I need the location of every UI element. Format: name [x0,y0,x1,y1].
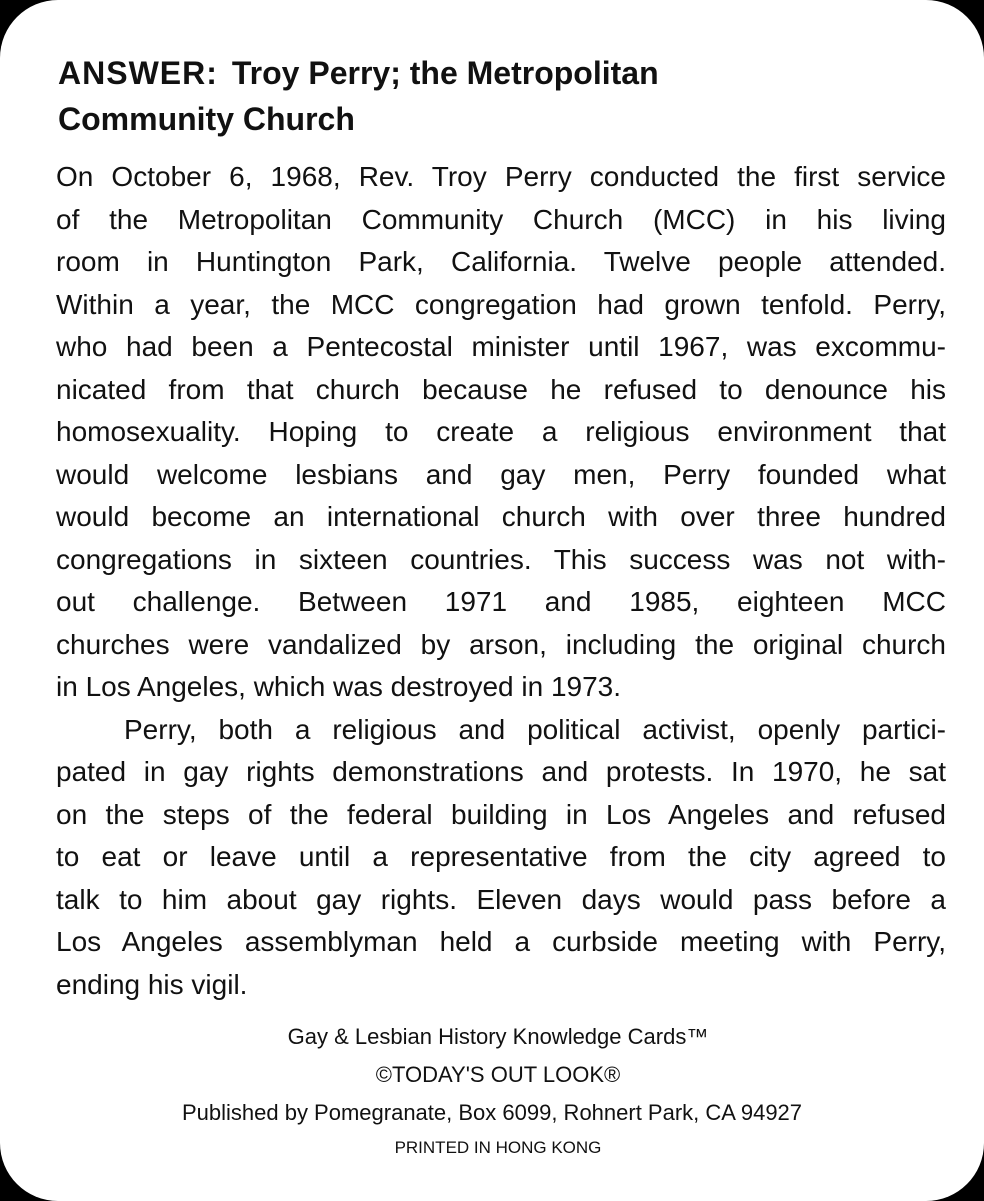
copyright-notice: ©TODAY'S OUT LOOK® [375,1062,621,1087]
card-footer [0,1018,984,1164]
body-line: congregations in sixteen countries. This success was not with- [56,543,946,575]
body-line: On October 6, 1968, Rev. Troy Perry conducted the first service [56,161,946,192]
answer-title-line1: Troy Perry; the Metropolitan [231,55,659,91]
body-line: to eat or leave until a representative from the city agreed to [56,841,946,872]
answer-title-line2: Community Church [58,101,355,137]
body-line: homosexuality. Hoping to create a religious environment that [56,416,946,447]
answer-label: ANSWER: [58,55,218,91]
body-line: Within a year, the MCC congregation had grown tenfold. Perry, [56,288,946,320]
body-line: would become an international church with over three hundred [56,501,946,532]
body-line: of the Metropolitan Community Church (MCC) in his living [56,203,946,235]
body-line: Los Angeles assemblyman held a curbside meeting with Perry, [56,926,946,957]
body-line: Perry, both a religious and political activist, openly partici- [124,713,946,745]
body-line: would welcome lesbians and gay men, Perry founded what [56,458,946,490]
body-line: room in Huntington Park, California. Twelve people attended. [56,246,946,277]
body-line: nicated from that church because he refused to denounce his [56,373,946,405]
product-line: Gay & Lesbian History Knowledge Cards™ [287,1024,709,1049]
publisher-info: Published by Pomegranate, Box 6099, Rohnert Park, CA 94927 [181,1100,803,1125]
body-line: who had been a Pentecostal minister until 1967, was excommu- [56,331,946,362]
body-line: out challenge. Between 1971 and 1985, eighteen MCC [56,586,946,617]
body-line: in Los Angeles, which was destroyed in 1973. [56,671,622,702]
printed-in: PRINTED IN HONG KONG [394,1138,602,1157]
body-line: on the steps of the federal building in Los Angeles and refused [56,798,946,830]
body-line: ending his vigil. [56,968,248,1000]
answer-heading [58,50,938,142]
body-line: pated in gay rights demonstrations and protests. In 1970, he sat [56,756,946,787]
body-line: talk to him about gay rights. Eleven days would pass before a [56,883,946,915]
answer-body [56,156,946,1006]
body-line: churches were vandalized by arson, including the original church [56,628,946,660]
